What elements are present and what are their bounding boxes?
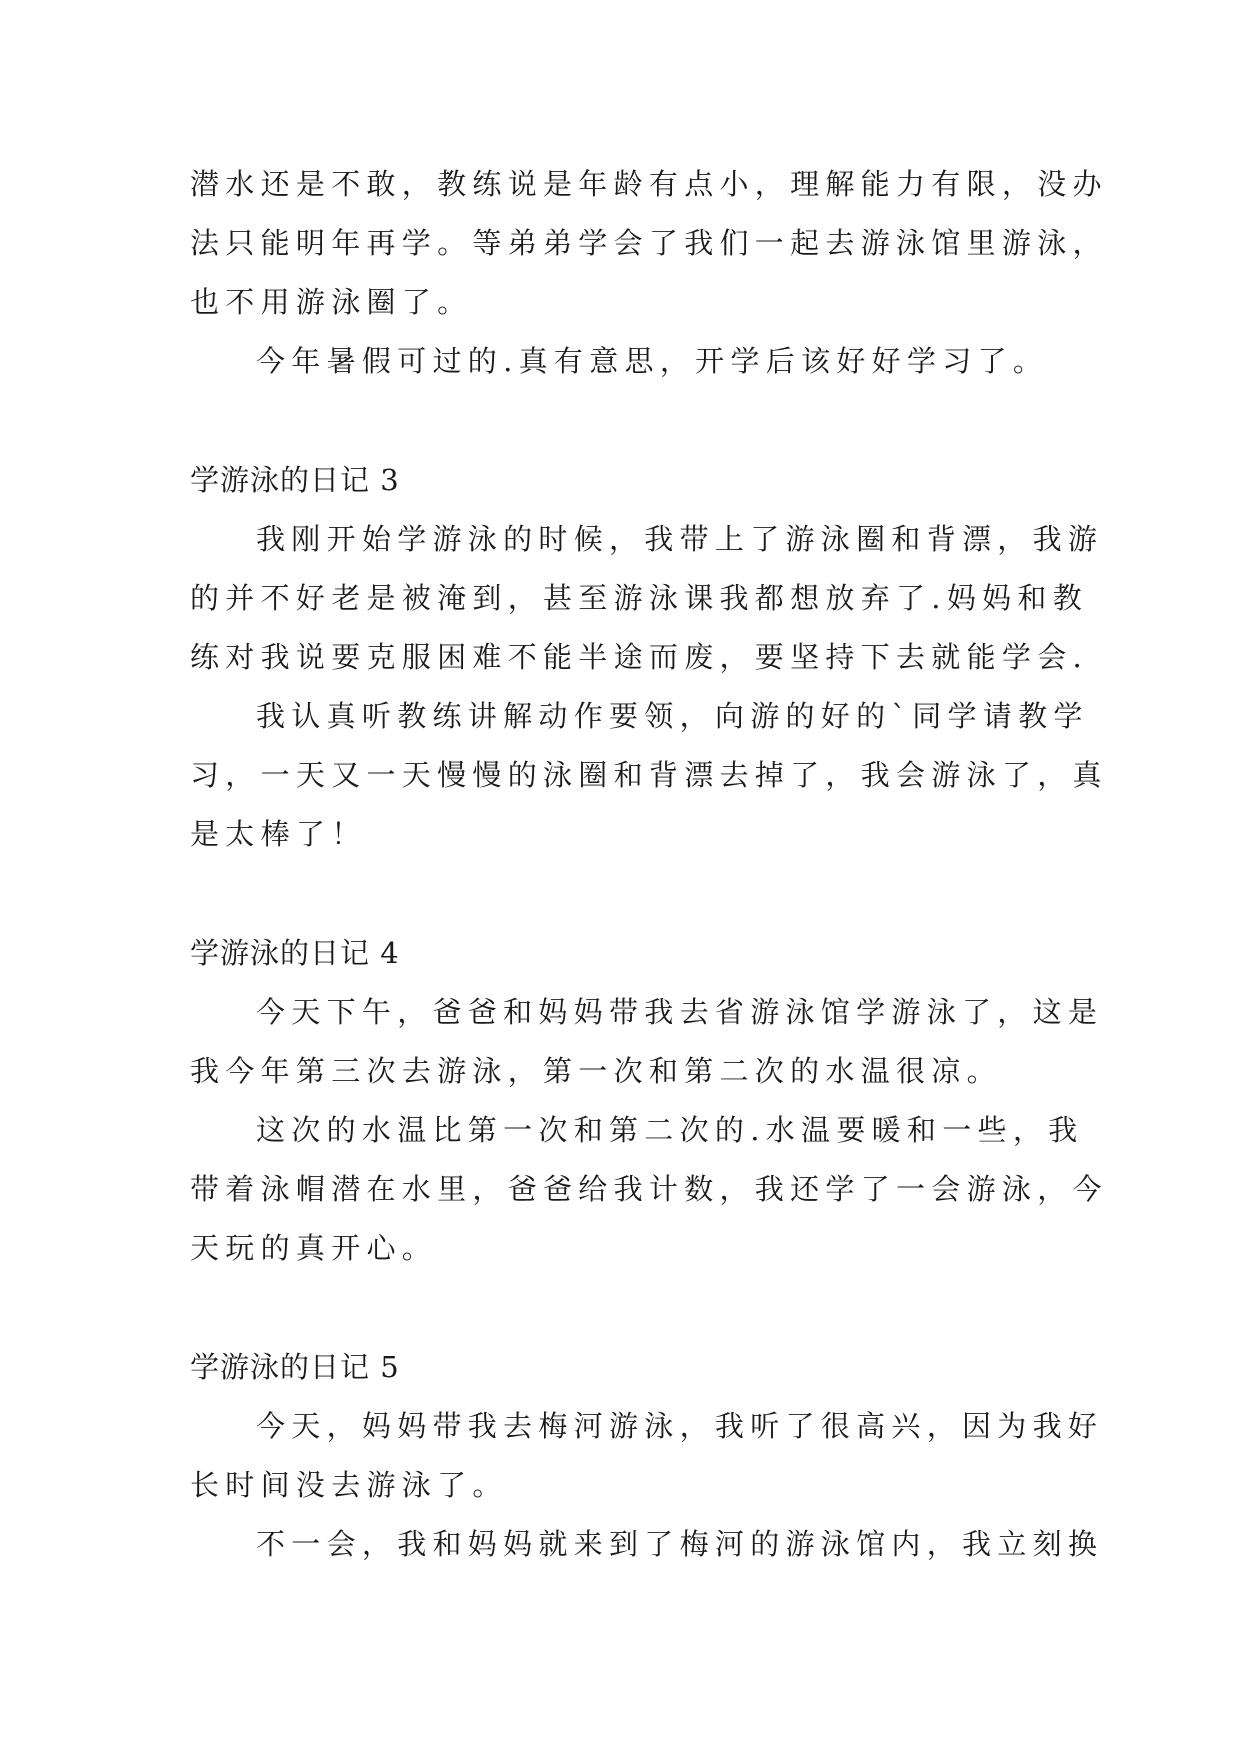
paragraph	[190, 332, 1050, 391]
diary-entry-4	[190, 924, 1108, 1278]
diary-entry-3	[190, 451, 1108, 864]
text-line: 我刚开始学游泳的时候，我带上了游泳圈和背漂，我游	[256, 522, 1104, 556]
section-gap	[190, 864, 1050, 924]
text-line: 我今年第三次去游泳，第一次和第二次的水温很凉。	[190, 1054, 1002, 1088]
paragraph	[190, 1515, 1104, 1574]
text-line: 的并不好老是被淹到，甚至游泳课我都想放弃了.妈妈和教	[190, 581, 1089, 615]
text-line: 不一会，我和妈妈就来到了梅河的游泳馆内，我立刻换	[256, 1527, 1104, 1561]
text-line: 习，一天又一天慢慢的泳圈和背漂去掉了，我会游泳了，真	[190, 758, 1108, 792]
text-line: 长时间没去游泳了。	[190, 1468, 508, 1502]
paragraph	[190, 687, 1108, 864]
text-line: 潜水还是不敢，教练说是年龄有点小，理解能力有限，没办	[190, 167, 1108, 201]
paragraph	[190, 155, 1108, 332]
document-page	[190, 155, 1108, 1574]
text-line: 今年暑假可过的.真有意思，开学后该好好学习了。	[256, 344, 1049, 378]
diary-entry-2-continued	[190, 155, 1108, 391]
text-line: 法只能明年再学。等弟弟学会了我们一起去游泳馆里游泳，	[190, 226, 1108, 260]
text-line: 这次的水温比第一次和第二次的.水温要暖和一些，我	[256, 1113, 1084, 1147]
text-line: 今天下午，爸爸和妈妈带我去省游泳馆学游泳了，这是	[256, 995, 1104, 1029]
text-line: 也不用游泳圈了。	[190, 285, 473, 319]
entry-title: 学游泳的日记 4	[190, 936, 400, 970]
text-line: 天玩的真开心。	[190, 1231, 438, 1265]
diary-entry-5	[190, 1338, 1104, 1574]
paragraph	[190, 1101, 1108, 1278]
entry-title: 学游泳的日记 3	[190, 463, 400, 497]
entry-title: 学游泳的日记 5	[190, 1350, 400, 1384]
text-line: 是太棒了！	[190, 817, 367, 851]
paragraph	[190, 1397, 1104, 1515]
paragraph	[190, 510, 1104, 687]
section-gap	[190, 391, 1050, 451]
text-line: 今天，妈妈带我去梅河游泳，我听了很高兴，因为我好	[256, 1409, 1104, 1443]
text-line: 我认真听教练讲解动作要领，向游的好的`同学请教学	[256, 699, 1089, 733]
text-line: 练对我说要克服困难不能半途而废，要坚持下去就能学会.	[190, 640, 1089, 674]
paragraph	[190, 983, 1104, 1101]
text-line: 带着泳帽潜在水里，爸爸给我计数，我还学了一会游泳，今	[190, 1172, 1108, 1206]
section-gap	[190, 1278, 1050, 1338]
